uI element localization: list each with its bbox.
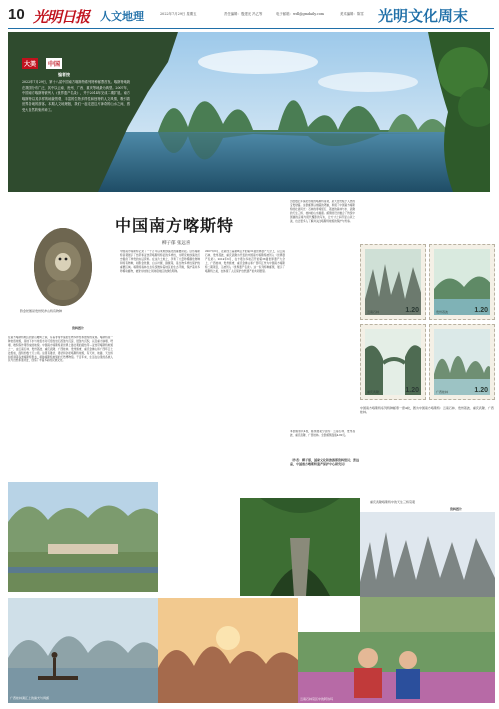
village-photo	[8, 482, 158, 592]
middle-caption: 重庆武隆喀斯特中的天生三桥景观	[370, 500, 416, 504]
middle-credit: 资料图片	[450, 507, 463, 511]
stone-forest-photo	[360, 512, 495, 632]
stamp-denomination: 1.20	[474, 307, 488, 314]
header-rule	[8, 28, 494, 29]
stamp-name: 重庆武隆	[367, 390, 380, 394]
stamp-denomination: 1.20	[474, 387, 488, 394]
stamp-libo	[429, 244, 495, 320]
intro-box	[22, 58, 132, 208]
sunset-karst-photo	[158, 598, 298, 703]
intro-text: 2022年7月29日，第十八届中国南方喀斯特系列特种邮票首发。喀斯特地貌在我国分布广泛，其中以云南、贵州、广西、重庆等地最为典型。2007年，中国南方喀斯特被列入《世界遗产名录》，并于2014年完成二期扩展。南方喀斯特以其多样的地貌景观、丰富的生物多样性和独特的人文风情，吸引着世界各地的游客。本期人文地理版，我们一起走进这片神奇的山水之间，感受大自然的鬼斧神工。	[22, 80, 130, 112]
intro-kicker: 编者按	[58, 72, 70, 77]
stamp-name: 广西桂林	[436, 390, 449, 394]
stamp-denomination: 1.20	[405, 387, 419, 394]
proof-editor: 美术编辑：陈雪	[340, 12, 364, 16]
weekly-title: 光明文化周末	[378, 7, 469, 25]
article-col-1: 在南方喀斯特地区的崇山峻岭之间，有着非常丰富的生物多样性和独特的景观。喀斯特是一种岩溶地貌，是地下水与地表水对可溶性岩石溶蚀与沉淀、侵蚀与沉积，以及重力崩塌、坍塌、堆积等作用形成的地貌。中国南方喀斯特是世界上最壮观的湿热带—亚热带喀斯特地貌之一，由云南石林、贵州荔波、重庆武隆、广西桂林、贵州施秉、重庆金佛山和广西环江七处组成，面积约数十万公顷。这里有锥状、塔状和剑状喀斯特地貌，有天坑、地缝、天生桥和溶洞等各类喀斯特形态，堪称喀斯特地貌的天然博物馆。千百年来，生活在这里的各族人民与自然和谐共处，创造了丰富多彩的民族文化。	[8, 336, 113, 363]
article-col-2: 中国南方喀斯特记录了一千万年以来地球演化的重要阶段。这些喀斯特景观展示了热带和亚热带喀斯特特征的多样性，为研究地球演化历史提供了珍贵的实证资料。在这片土地上，孕育了大量珍稀濒危物种和特有物种，如黔金丝猴、白头叶猴、猕猴等，是生物多样性保护的重要区域。喀斯特森林生态系统维持着地区的生态平衡，保护着许多珍稀动植物，被誉为地球上同纬度地区的绿色明珠。	[120, 250, 200, 273]
monkey-credit: 资料图片	[72, 326, 85, 330]
intro-tag-big: 大美	[22, 58, 38, 69]
stamp-denomination: 1.20	[405, 307, 419, 314]
stamp-name: 云南石林	[367, 310, 380, 314]
fisherman-photo	[8, 598, 158, 703]
stamps-caption: 中国南方喀斯特系列特种邮票一套4枚，图为中国南方喀斯特：云南石林、贵州荔波、重庆武隆、广西桂林。	[360, 406, 494, 414]
dateline: 2022年7月29日 星期五	[160, 12, 197, 16]
stamp-name: 贵州荔波	[436, 310, 449, 314]
golden-monkey-photo	[34, 228, 92, 306]
article-col-4: 历经数亿年演化形成的喀斯特景观，是大自然赋予人类的宝贵财富。这套邮票以细腻的笔触，再现了中国南方喀斯特的壮美风光：石林的奇峰怪石、荔波的森林与水、武隆的天生三桥、桂林的山水画廊。邮票的设计融合了传统中国画的意境与现代摄影的写实，让方寸之间尽显山河之美，也让更多人了解并关注喀斯特地貌的保护与传承。	[290, 200, 355, 223]
editors: 责任编辑：殷建光 冯乙等	[224, 12, 263, 16]
page-number: 10	[8, 6, 25, 23]
section-label: 人文地理	[100, 10, 144, 23]
article-col-3: 2007年6月，在新西兰基督城召开的第31届世界遗产大会上，以云南石林、贵州荔波、重庆武隆为代表的中国南方喀斯特被列入《世界遗产名录》。2014年6月，在卡塔尔多哈召开的第38届世界遗产大会上，广西桂林、贵州施秉、重庆金佛山和广西环江作为中国南方喀斯特二期项目，又被列入《世界遗产名录》。这一系列特种邮票，展示了喀斯特之美，也体现了人们保护自然遗产的共同愿望。	[205, 250, 285, 273]
author-note: （作者：柳子郁，国家文化和旅游部资料馆员；张远喜，中国南方喀斯特遗产保护中心研究员）	[290, 458, 360, 466]
ashima-caption: 云南石林景区中的阿诗玛	[300, 697, 334, 701]
fisherman-caption: 广西桂林漓江上的渔夫与鸬鹚	[10, 696, 50, 700]
masthead-logo: 光明日报	[33, 8, 90, 26]
ashima-photo	[298, 632, 495, 703]
article-byline: 柳子郁 张远喜	[162, 241, 191, 246]
contact: 电子邮箱：wdl@gmdaily.com	[276, 12, 324, 16]
tiankeng-photo	[240, 498, 360, 596]
stamp-guilin	[429, 324, 495, 400]
intro-tag-small: 中国	[46, 58, 62, 69]
stamp-wulong	[360, 324, 426, 400]
page-header	[0, 0, 499, 36]
monkey-caption: 黔金丝猴是贵州梵净山特有物种	[20, 309, 63, 313]
article-col-5: 本套邮票共4枚，邮票图案分别为：云南石林、贵州荔波、重庆武隆、广西桂林。全套邮票面值4.80元。	[290, 430, 355, 437]
stamp-stone-forest	[360, 244, 426, 320]
article-title: 中国南方喀斯特	[115, 216, 235, 235]
